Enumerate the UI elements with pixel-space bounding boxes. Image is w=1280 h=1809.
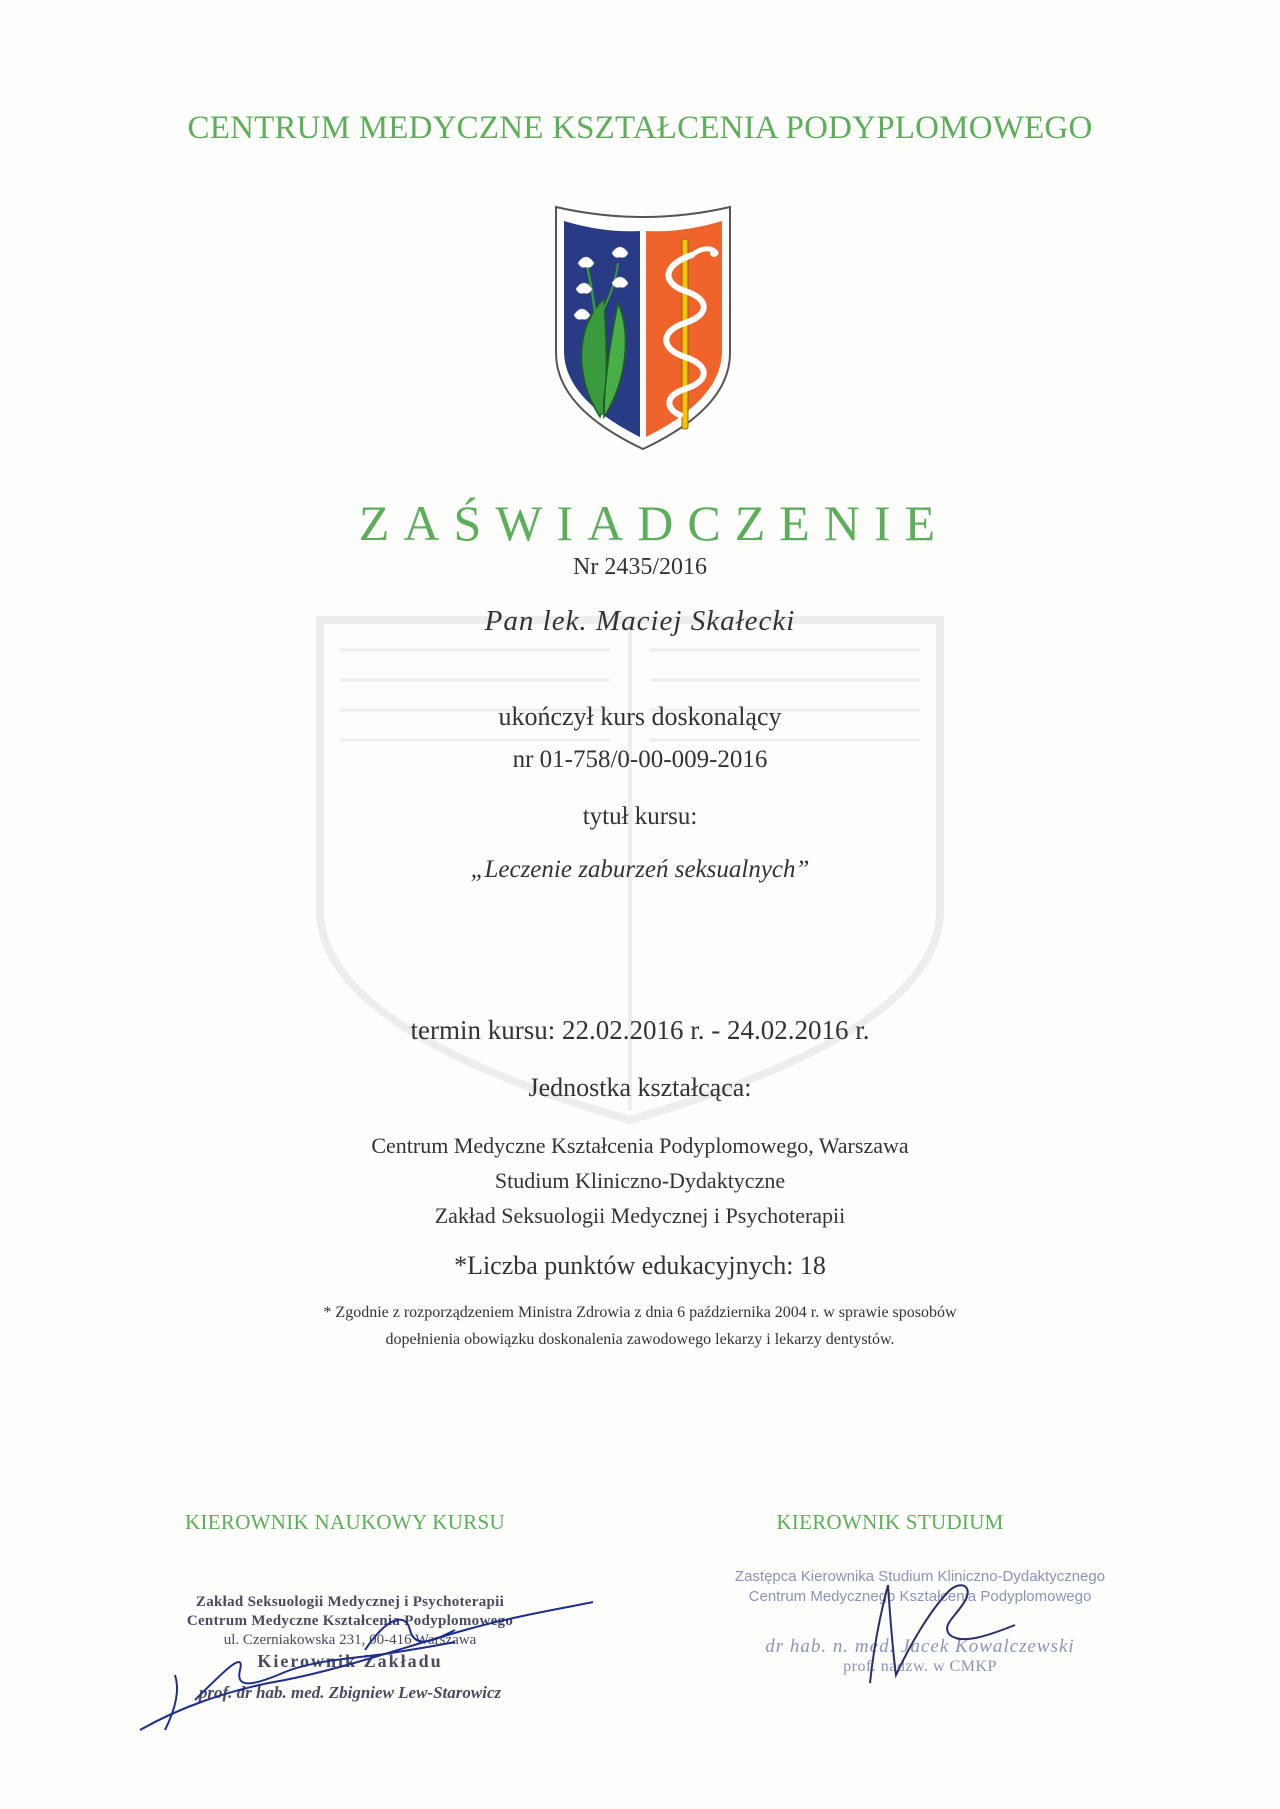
education-points: *Liczba punktów edukacyjnych: 18	[454, 1251, 826, 1280]
left-signature-heading: KIEROWNIK NAUKOWY KURSU	[185, 1510, 505, 1534]
training-unit-label: Jednostka kształcąca:	[528, 1073, 752, 1102]
signatory-name: prof. dr hab. med. Zbigniew Lew-Starowicz	[198, 1683, 502, 1702]
signatory-name: dr hab. n. med. Jacek Kowalczewski	[765, 1636, 1075, 1657]
right-signature-heading: KIEROWNIK STUDIUM	[776, 1510, 1004, 1534]
stamp-line: Zastępca Kierownika Studium Kliniczno-Dydaktycznego	[734, 1568, 1106, 1585]
footnote-line: * Zgodnie z rozporządzeniem Ministra Zdrowia z dnia 6 października 2004 r. w sprawie sposobów	[323, 1304, 957, 1321]
certificate-number: Nr 2435/2016	[573, 554, 707, 580]
training-unit-line: Centrum Medyczne Kształcenia Podyplomowego, Warszawa	[371, 1133, 909, 1158]
training-unit-line: Zakład Seksuologii Medycznej i Psychoterapii	[434, 1203, 846, 1228]
stamp-line: ul. Czerniakowska 231, 00-416 Warszawa	[223, 1632, 477, 1648]
stamp-line: Zakład Seksuologii Medycznej i Psychoterapii	[195, 1594, 505, 1610]
footnote-line: dopełnienia obowiązku doskonalenia zawodowego lekarzy i lekarzy dentystów.	[385, 1331, 895, 1348]
medical-crest-icon	[552, 203, 734, 453]
stamp-line: Centrum Medycznego Kształcenia Podyplomowego	[748, 1588, 1092, 1605]
training-unit-line: Studium Kliniczno-Dydaktyczne	[494, 1168, 786, 1193]
course-number: nr 01-758/0-00-009-2016	[512, 746, 768, 773]
handwritten-signature-left	[135, 1580, 605, 1740]
signatory-title: prof. nadzw. w CMKP	[843, 1658, 997, 1675]
completion-statement: ukończył kurs doskonalący	[498, 702, 782, 731]
recipient-name: Pan lek. Maciej Skałecki	[484, 605, 796, 637]
certificate-title: ZAŚWIADCZENIE	[358, 495, 950, 551]
course-title: „Leczenie zaburzeń seksualnych”	[470, 856, 810, 883]
stamp-line: Centrum Medyczne Kształcenia Podyplomowego	[186, 1613, 514, 1629]
handwritten-signature-right	[840, 1565, 1020, 1685]
course-dates: termin kursu: 22.02.2016 r. - 24.02.2016 r.	[410, 1015, 870, 1045]
stamp-role: Kierownik Zakładu	[257, 1651, 443, 1671]
course-title-label: tytuł kursu:	[582, 803, 698, 830]
institution-header: CENTRUM MEDYCZNE KSZTAŁCENIA PODYPLOMOWEGO	[187, 110, 1093, 146]
